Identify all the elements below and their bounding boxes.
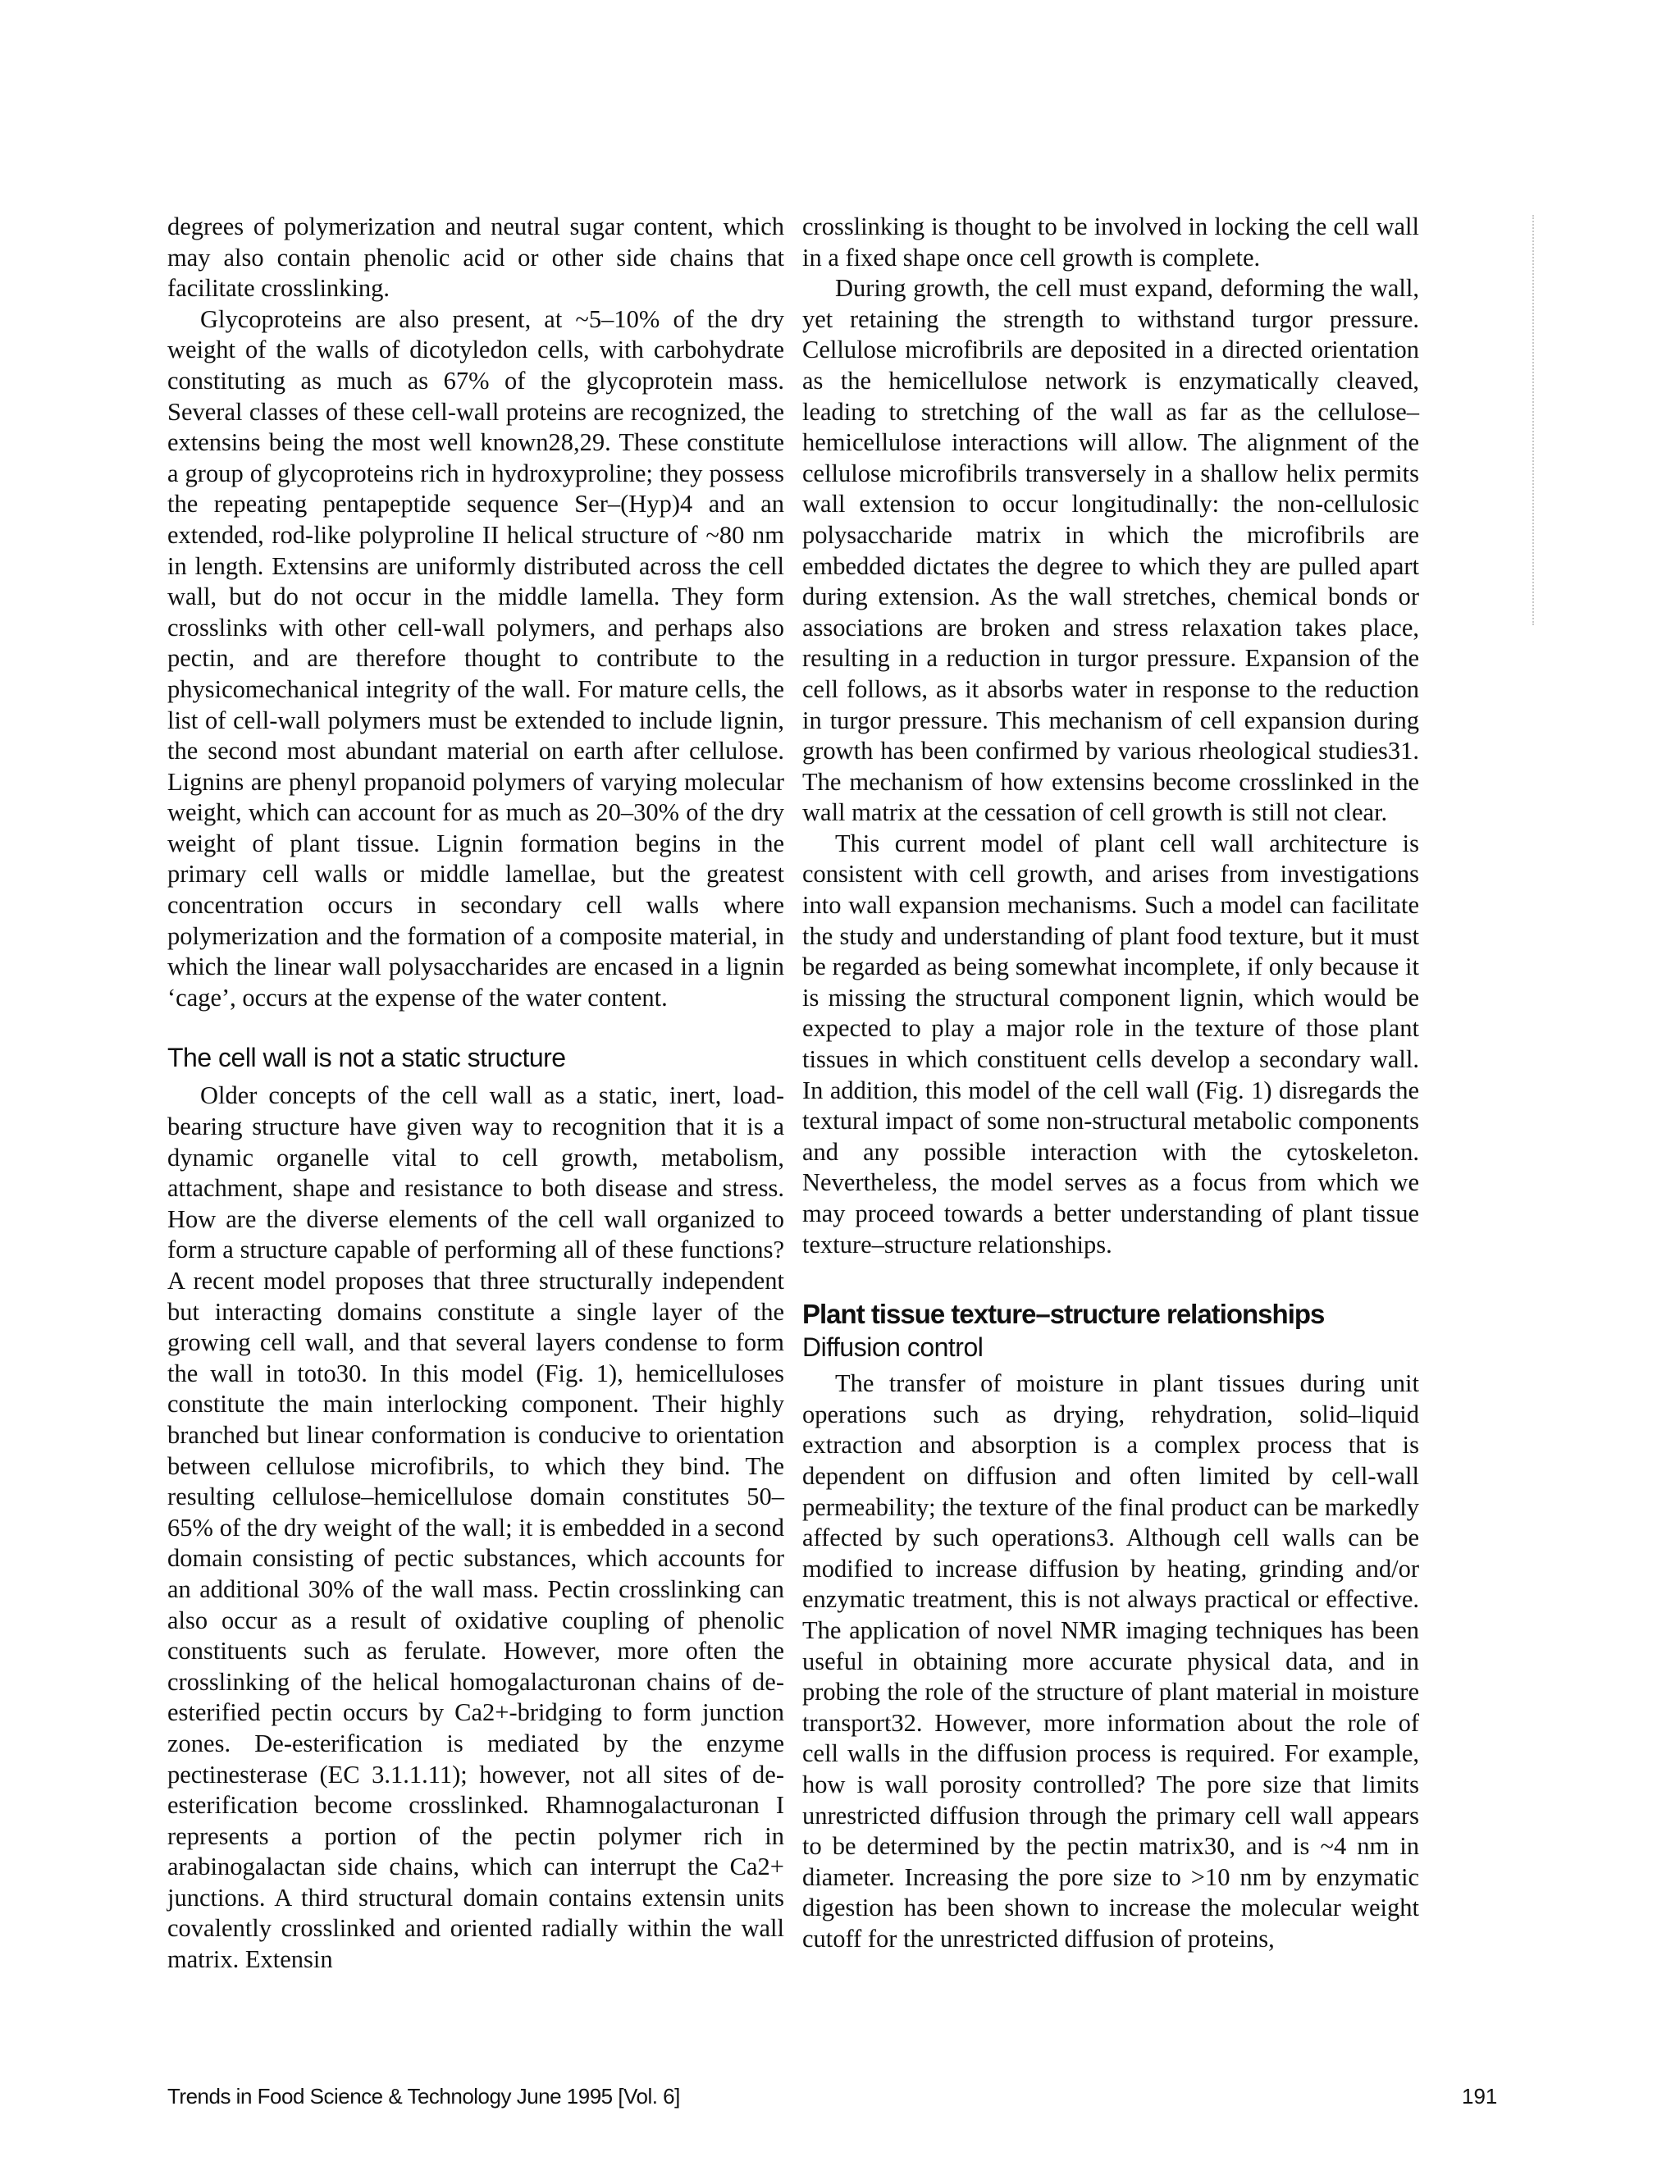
- paragraph: Older concepts of the cell wall as a static, inert, load-bearing structure have given way to recognition that it is a dynamic organelle vital to cell growth, metabolism, attachment, shape and resistance to both disease and stress. How are the diverse elements of the cell wall organized to form a structure capable of performing all of these functions? A recent model proposes that three structurally independent but interacting domains constitute a single layer of the growing cell wall, and that several layers condense to form the wall in toto30. In this model (Fig. 1), hemicelluloses constitute the main interlocking component. Their highly branched but linear conformation is conducive to orientation between cellulose microfibrils, to which they bind. The resulting cellulose–hemicellulose domain constitutes 50–65% of the dry weight of the wall; it is embedded in a second domain consisting of pectic substances, which accounts for an additional 30% of the wall mass. Pectin crosslinking can also occur as a result of oxidative coupling of phenolic constituents such as ferulate. However, more often the crosslinking of the helical homogalacturonan chains of de-esterified pectin occurs by Ca2+-bridging to form junction zones. De-esterification is mediated by the enzyme pectinesterase (EC 3.1.1.11); however, not all sites of de-esterification become crosslinked. Rhamnogalacturonan I represents a portion of the pectin polymer rich in arabinogalactan side chains, which can interrupt the Ca2+ junctions. A third structural domain contains extensin units covalently crosslinked and oriented radially within the wall matrix. Extensin: [167, 1081, 784, 1974]
- paragraph: During growth, the cell must expand, deforming the wall, yet retaining the strength to withstand turgor pressure. Cellulose microfibrils are deposited in a directed orientation as the hemicellulose network is enzymatically cleaved, leading to stretching of the wall as far as the cellulose–hemicellulose interactions will allow. The alignment of the cellulose microfibrils transversely in a shallow helix permits wall extension to occur longitudinally: the non-cellulosic polysaccharide matrix in which the microfibrils are embedded dictates the degree to which they are pulled apart during extension. As the wall stretches, chemical bonds or associations are broken and stress relaxation takes place, resulting in a reduction in turgor pressure. Expansion of the cell follows, as it absorbs water in response to the reduction in turgor pressure. This mechanism of cell expansion during growth has been confirmed by various rheological studies31. The mechanism of how extensins become crosslinked in the wall matrix at the cessation of cell growth is still not clear.: [802, 274, 1419, 827]
- paragraph: The transfer of moisture in plant tissues during unit operations such as drying, rehydration, solid–liquid extraction and absorption is a complex process that is dependent on diffusion and often limited by cell-wall permeability; the texture of the final product can be markedly affected by such operations3. Although cell walls can be modified to increase diffusion by heating, grinding and/or enzymatic treatment, this is not always practical or effective. The application of novel NMR imaging techniques has been useful in obtaining more accurate physical data, and in probing the role of the structure of plant material in moisture transport32. However, more information about the role of cell walls in the diffusion process is required. For example, how is wall porosity controlled? The pore size that limits unrestricted diffusion through the primary cell wall appears to be determined by the pectin matrix30, and is ~4 nm in diameter. Increasing the pore size to >10 nm by enzymatic digestion has been shown to increase the molecular weight cutoff for the unrestricted diffusion of proteins,: [802, 1369, 1419, 1953]
- paragraph: crosslinking is thought to be involved in locking the cell wall in a fixed shape once cell growth is complete.: [802, 212, 1419, 272]
- paragraph: Glycoproteins are also present, at ~5–10% of the dry weight of the walls of dicotyledon cells, with carbohydrate constituting as much as 67% of the glycoprotein mass. Several classes of these cell-wall proteins are recognized, the extensins being the most well known28,29. These constitute a group of glycoproteins rich in hydroxyproline; they possess the repeating pentapeptide sequence Ser–(Hyp)4 and an extended, rod-like polyproline II helical structure of ~80 nm in length. Extensins are uniformly distributed across the cell wall, but do not occur in the middle lamella. They form crosslinks with other cell-wall polymers, and perhaps also pectin, and are therefore thought to contribute to the physicomechanical integrity of the wall. For mature cells, the list of cell-wall polymers must be extended to include lignin, the second most abundant material on earth after cellulose. Lignins are phenyl propanoid polymers of varying molecular weight, which can account for as much as 20–30% of the dry weight of plant tissue. Lignin formation begins in the primary cell walls or middle lamellae, but the greatest concentration occurs in secondary cell walls where polymerization and the formation of a composite material, in which the linear wall polysaccharides are encased in a lignin ‘cage’, occurs at the expense of the water content.: [167, 304, 784, 1012]
- right-column: [802, 212, 1419, 1953]
- page-number: 191: [1462, 2084, 1498, 2109]
- paragraph: This current model of plant cell wall architecture is consistent with cell growth, and arises from investigations into wall expansion mechanisms. Such a model can facilitate the study and understanding of plant food texture, but it must be regarded as being somewhat incomplete, if only because it is missing the structural component lignin, which would be expected to play a major role in the texture of those plant tissues in which constituent cells develop a secondary wall. In addition, this model of the cell wall (Fig. 1) disregards the textural impact of some non-structural metabolic components and any possible interaction with the cytoskeleton. Nevertheless, the model serves as a focus from which we may proceed towards a better understanding of plant tissue texture–structure relationships.: [802, 829, 1419, 1259]
- paragraph: degrees of polymerization and neutral sugar content, which may also contain phenolic acid or other side chains that facilitate crosslinking.: [167, 212, 784, 303]
- footer-journal-citation: Trends in Food Science & Technology June 1995 [Vol. 6]: [167, 2084, 680, 2109]
- section-heading: Plant tissue texture–structure relationships: [802, 1299, 1325, 1330]
- left-column: [167, 212, 784, 1974]
- section-heading: The cell wall is not a static structure: [167, 1043, 566, 1073]
- margin-rule: [1532, 215, 1534, 625]
- subsection-heading: Diffusion control: [802, 1332, 984, 1363]
